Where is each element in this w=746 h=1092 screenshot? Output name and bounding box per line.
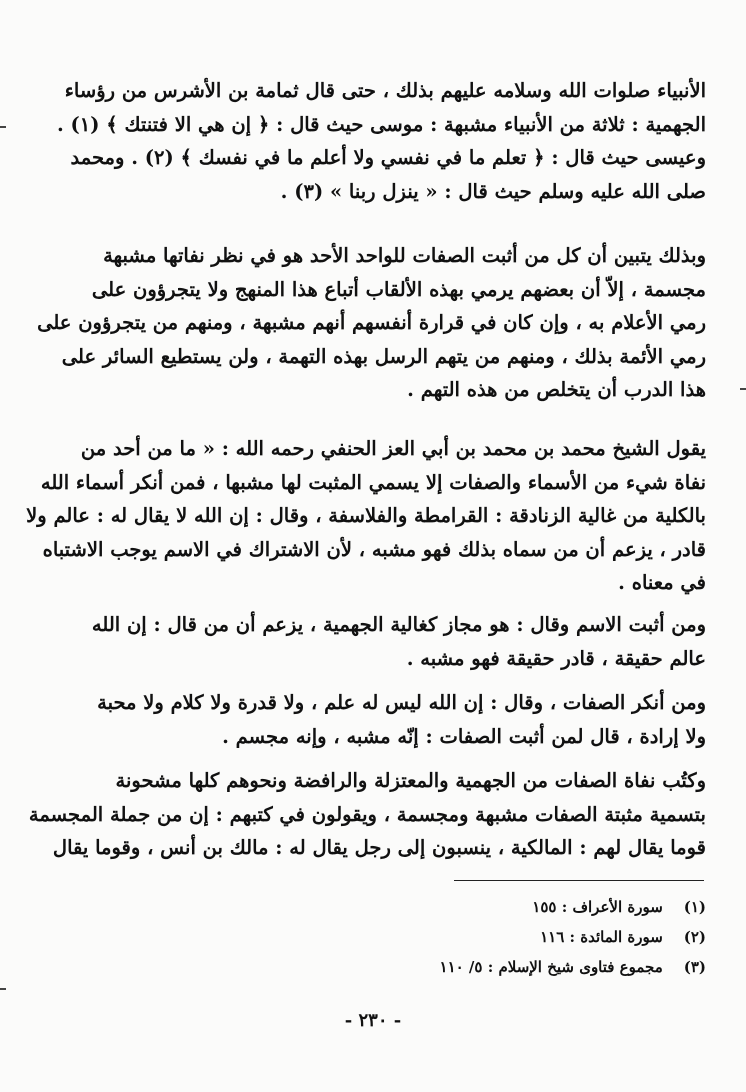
footnote-text: سورة الأعراف : ١٥٥ bbox=[532, 898, 663, 916]
text-line: في معناه . bbox=[618, 571, 706, 594]
text-line: ولا إرادة ، قال لمن أثبت الصفات : إنّه مشبه ، وإنه مجسم . bbox=[222, 724, 706, 748]
text-line: رمي الأئمة بذلك ، ومنهم من يتهم الرسل بهذه التهمة ، ولن يستطيع السائر على bbox=[61, 344, 706, 368]
text-line: الجهمية : ثلاثة من الأنبياء مشبهة : موسى حيث قال : ﴿ إن هي الا فتنتك ﴾ (١) . bbox=[56, 112, 706, 136]
text-line: ومن أنكر الصفات ، وقال : إن الله ليس له علم ، ولا قدرة ولا كلام ولا محبة bbox=[97, 691, 706, 714]
footnote-separator bbox=[454, 880, 704, 881]
text-line: قادر ، يزعم أن من سماه بذلك فهو مشبه ، لأن الاشتراك في الاسم يوجب الاشتباه bbox=[42, 537, 706, 561]
footnote-text: مجموع فتاوى شيخ الإسلام : ٥/ ١١٠ bbox=[439, 958, 663, 976]
paragraph-3 bbox=[26, 432, 706, 600]
text-line: هذا الدرب أن يتخلص من هذه التهم . bbox=[407, 378, 706, 401]
paragraph-2 bbox=[37, 239, 706, 407]
footnote bbox=[380, 892, 706, 922]
edge-mark bbox=[0, 126, 6, 128]
edge-mark bbox=[0, 988, 6, 990]
paragraph-1 bbox=[56, 74, 706, 208]
text-line: وكتُب نفاة الصفات من الجهمية والمعتزلة والرافضة ونحوهم كلها مشحونة bbox=[115, 769, 706, 792]
footnote-number: (١) bbox=[683, 898, 706, 916]
text-line: الأنبياء صلوات الله وسلامه عليهم بذلك ، حتى قال ثمامة بن الأشرس من رؤساء bbox=[64, 79, 706, 102]
footnote-number: (٣) bbox=[683, 958, 706, 976]
text-line: نفاة شيء من الأسماء والصفات إلا يسمي المثبت لها مشبها ، فمن أنكر أسماء الله bbox=[40, 470, 706, 494]
edge-mark bbox=[740, 388, 746, 390]
text-line: ومن أثبت الاسم وقال : هو مجاز كغالية الجهمية ، يزعم أن من قال : إن الله bbox=[91, 613, 706, 636]
text-line: يقول الشيخ محمد بن محمد بن أبي العز الحنفي رحمه الله : « ما من أحد من bbox=[80, 437, 706, 460]
text-line: بالكلية من غالية الزنادقة : القرامطة والفلاسفة ، وقال : إن الله لا يقال له : عالم ولا bbox=[26, 504, 706, 527]
text-line: رمي الأعلام به ، وإن كان في قرارة أنفسهم أنهم مشبهة ، ومنهم من يتجرؤون على bbox=[37, 311, 706, 334]
text-line: عالم حقيقة ، قادر حقيقة فهو مشبه . bbox=[406, 646, 706, 670]
footnotes bbox=[380, 892, 706, 982]
text-line: بتسمية مثبتة الصفات مشبهة ومجسمة ، ويقولون في كتبهم : إن من جملة المجسمة bbox=[28, 802, 706, 826]
paragraph-5 bbox=[84, 686, 706, 753]
paragraph-6 bbox=[28, 764, 706, 865]
page-number: - ٢٣٠ - bbox=[344, 1010, 402, 1031]
footnote bbox=[380, 952, 706, 982]
footnote-text: سورة المائدة : ١١٦ bbox=[540, 928, 663, 946]
footnote-number: (٢) bbox=[683, 928, 706, 946]
paragraph-4 bbox=[84, 608, 706, 675]
text-line: وبذلك يتبين أن كل من أثبت الصفات للواحد الأحد هو في نظر نفاتها مشبهة bbox=[103, 244, 706, 267]
text-line: صلى الله عليه وسلم حيث قال : « ينزل ربنا » (٣) . bbox=[280, 179, 706, 203]
text-line: مجسمة ، إلاّ أن بعضهم يرمي بهذه الألقاب أتباع هذا المنهج ولا يتجرؤون على bbox=[91, 277, 706, 301]
text-line: قوما يقال لهم : المالكية ، ينسبون إلى رجل يقال له : مالك بن أنس ، وقوما يقال bbox=[52, 836, 706, 859]
text-line: وعيسى حيث قال : ﴿ تعلم ما في نفسي ولا أعلم ما في نفسك ﴾ (٢) . ومحمد bbox=[70, 146, 706, 169]
footnote bbox=[380, 922, 706, 952]
